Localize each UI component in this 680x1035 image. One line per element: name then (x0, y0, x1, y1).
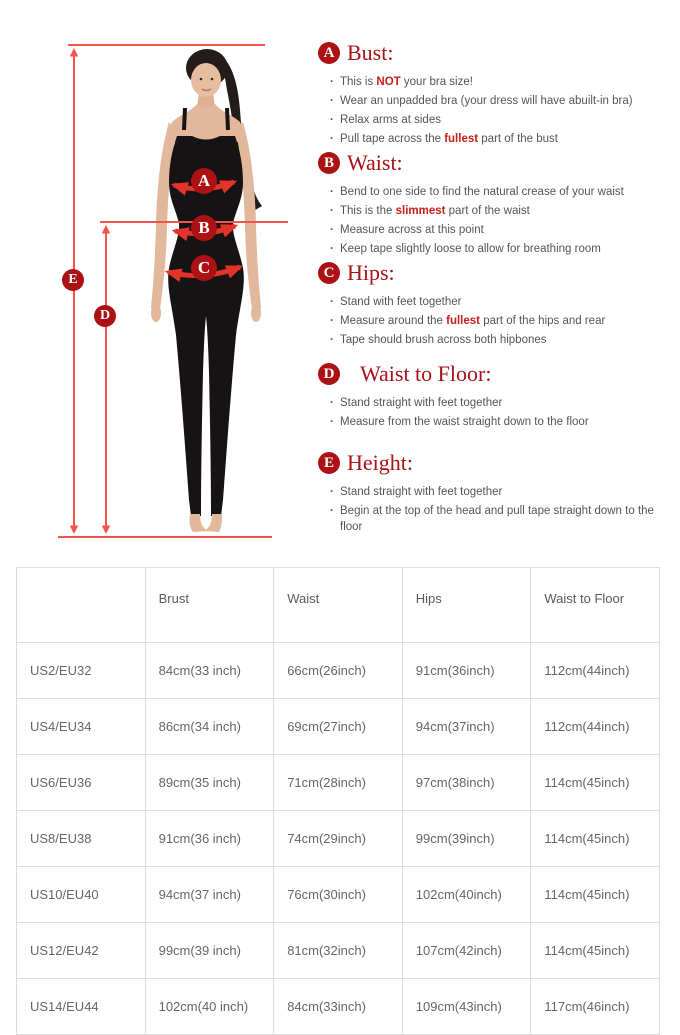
figure-marker-hips-letter: C (197, 258, 211, 277)
badge-c-letter: C (323, 264, 335, 281)
bullet-emphasis: fullest (446, 315, 480, 327)
table-row (17, 923, 660, 979)
section-height-heading (318, 450, 670, 476)
section-hips (318, 260, 670, 348)
cell-bust: 91cm(36 inch) (145, 811, 274, 867)
figure-marker-hips (191, 255, 217, 281)
cell-size: US8/EU38 (17, 811, 146, 867)
cell-waist-to-floor: 114cm(45inch) (531, 755, 660, 811)
cell-waist: 74cm(29inch) (274, 811, 403, 867)
badge-c-icon (318, 262, 340, 284)
figure-marker-bust-letter: A (197, 171, 211, 190)
table-row (17, 811, 660, 867)
instruction-bullet (318, 203, 670, 219)
cell-waist: 66cm(26inch) (274, 643, 403, 699)
instruction-bullet (318, 503, 670, 535)
badge-d-letter: D (323, 365, 335, 382)
table-row (17, 699, 660, 755)
instruction-bullet (318, 395, 670, 411)
cell-hips: 91cm(36inch) (402, 643, 531, 699)
cell-hips: 107cm(42inch) (402, 923, 531, 979)
cell-bust: 84cm(33 inch) (145, 643, 274, 699)
header-cell-waist-to-floor: Waist to Floor (531, 568, 660, 643)
cell-bust: 99cm(39 inch) (145, 923, 274, 979)
bullet-text: Bend to one side to find the natural crease of your waist (340, 186, 624, 198)
badge-a-letter: A (323, 44, 335, 61)
cell-waist-to-floor: 117cm(46inch) (531, 979, 660, 1035)
bullet-text: Stand with feet together (340, 296, 462, 308)
badge-b-icon (318, 152, 340, 174)
cell-bust: 102cm(40 inch) (145, 979, 274, 1035)
instruction-bullet (318, 414, 670, 430)
badge-a-icon (318, 42, 340, 64)
cell-waist-to-floor: 114cm(45inch) (531, 923, 660, 979)
bullet-text: your bra size! (400, 76, 473, 88)
section-bust-heading (318, 40, 670, 66)
bullet-text: part of the waist (445, 205, 530, 217)
badge-e-icon (318, 452, 340, 474)
cell-hips: 99cm(39inch) (402, 811, 531, 867)
table-row (17, 979, 660, 1035)
section-hips-heading (318, 260, 670, 286)
cell-waist-to-floor: 114cm(45inch) (531, 811, 660, 867)
instruction-bullet (318, 74, 670, 90)
cell-bust: 86cm(34 inch) (145, 699, 274, 755)
section-bust (318, 40, 670, 147)
cell-hips: 97cm(38inch) (402, 755, 531, 811)
instruction-bullet (318, 241, 670, 257)
section-hips-title: Hips: (347, 260, 395, 285)
cell-waist: 71cm(28inch) (274, 755, 403, 811)
section-waist-heading (318, 150, 670, 176)
section-waist-to-floor-title: Waist to Floor: (360, 361, 492, 386)
cell-bust: 94cm(37 inch) (145, 867, 274, 923)
cell-size: US4/EU34 (17, 699, 146, 755)
figure-marker-bust (191, 168, 217, 194)
bullet-text: part of the hips and rear (480, 315, 606, 327)
table-row (17, 867, 660, 923)
section-waist-to-floor (318, 361, 670, 430)
bullet-text: part of the bust (478, 133, 558, 145)
table-row (17, 755, 660, 811)
instruction-column (318, 40, 670, 538)
cell-size: US6/EU36 (17, 755, 146, 811)
bullet-text: Stand straight with feet together (340, 486, 503, 498)
bullet-emphasis: fullest (444, 133, 479, 145)
cell-bust: 89cm(35 inch) (145, 755, 274, 811)
bullet-text: Keep tape slightly loose to allow for breathing room (340, 243, 601, 255)
bullet-text: Measure across at this point (340, 224, 484, 236)
section-height-title: Height: (347, 450, 413, 475)
bullet-text: Wear an unpadded bra (your dress will have abuilt-in bra) (340, 95, 633, 107)
cell-size: US14/EU44 (17, 979, 146, 1035)
size-table (16, 567, 660, 1035)
cell-size: US10/EU40 (17, 867, 146, 923)
instruction-bullet (318, 294, 670, 310)
section-bust-title: Bust: (347, 40, 394, 65)
header-cell-bust: Brust (145, 568, 274, 643)
bullet-emphasis: NOT (376, 76, 401, 88)
bullet-text: Measure around the (340, 315, 447, 327)
cell-size: US12/EU42 (17, 923, 146, 979)
badge-e-letter: E (323, 454, 334, 471)
cell-hips: 102cm(40inch) (402, 867, 531, 923)
cell-waist: 81cm(32inch) (274, 923, 403, 979)
cell-hips: 109cm(43inch) (402, 979, 531, 1035)
instruction-bullet (318, 222, 670, 238)
section-waist-to-floor-heading (318, 361, 670, 387)
figure-marker-waist-to-floor-letter: D (99, 308, 111, 323)
cell-hips: 94cm(37inch) (402, 699, 531, 755)
cell-size: US2/EU32 (17, 643, 146, 699)
bullet-text: Stand straight with feet together (340, 397, 503, 409)
table-row (17, 643, 660, 699)
bullet-text: This is the (340, 205, 396, 217)
header-cell-hips: Hips (402, 568, 531, 643)
size-table-section (16, 567, 680, 1035)
section-height (318, 450, 670, 535)
section-waist-title: Waist: (347, 150, 403, 175)
cell-waist-to-floor: 112cm(44inch) (531, 643, 660, 699)
bullet-text: Measure from the waist straight down to the floor (340, 416, 589, 428)
badge-b-letter: B (323, 154, 334, 171)
model-photo (151, 49, 262, 532)
bullet-text: This is (340, 76, 377, 88)
figure-marker-waist-to-floor (94, 305, 116, 327)
bullet-text: Tape should brush across both hipbones (340, 334, 547, 346)
figure-marker-waist-letter: B (198, 218, 210, 237)
figure-marker-height-letter: E (68, 272, 78, 287)
bullet-text: Relax arms at sides (340, 114, 441, 126)
instruction-bullet (318, 313, 670, 329)
instruction-bullet (318, 332, 670, 348)
header-cell-size (17, 568, 146, 643)
table-header-row (17, 568, 660, 643)
cell-waist-to-floor: 114cm(45inch) (531, 867, 660, 923)
bullet-text: Begin at the top of the head and pull tape straight down to the floor (340, 505, 654, 533)
badge-d-icon (318, 363, 340, 385)
figure-marker-waist (191, 215, 217, 241)
cell-waist: 69cm(27inch) (274, 699, 403, 755)
instruction-bullet (318, 93, 670, 109)
cell-waist: 76cm(30inch) (274, 867, 403, 923)
figure-marker-height (62, 269, 84, 291)
instruction-bullet (318, 184, 670, 200)
section-waist (318, 150, 670, 257)
bullet-emphasis: slimmest (395, 205, 446, 217)
bullet-text: Pull tape across the (340, 133, 445, 145)
cell-waist: 84cm(33inch) (274, 979, 403, 1035)
header-cell-waist: Waist (274, 568, 403, 643)
instruction-bullet (318, 484, 670, 500)
cell-waist-to-floor: 112cm(44inch) (531, 699, 660, 755)
instruction-bullet (318, 112, 670, 128)
instruction-bullet (318, 131, 670, 147)
